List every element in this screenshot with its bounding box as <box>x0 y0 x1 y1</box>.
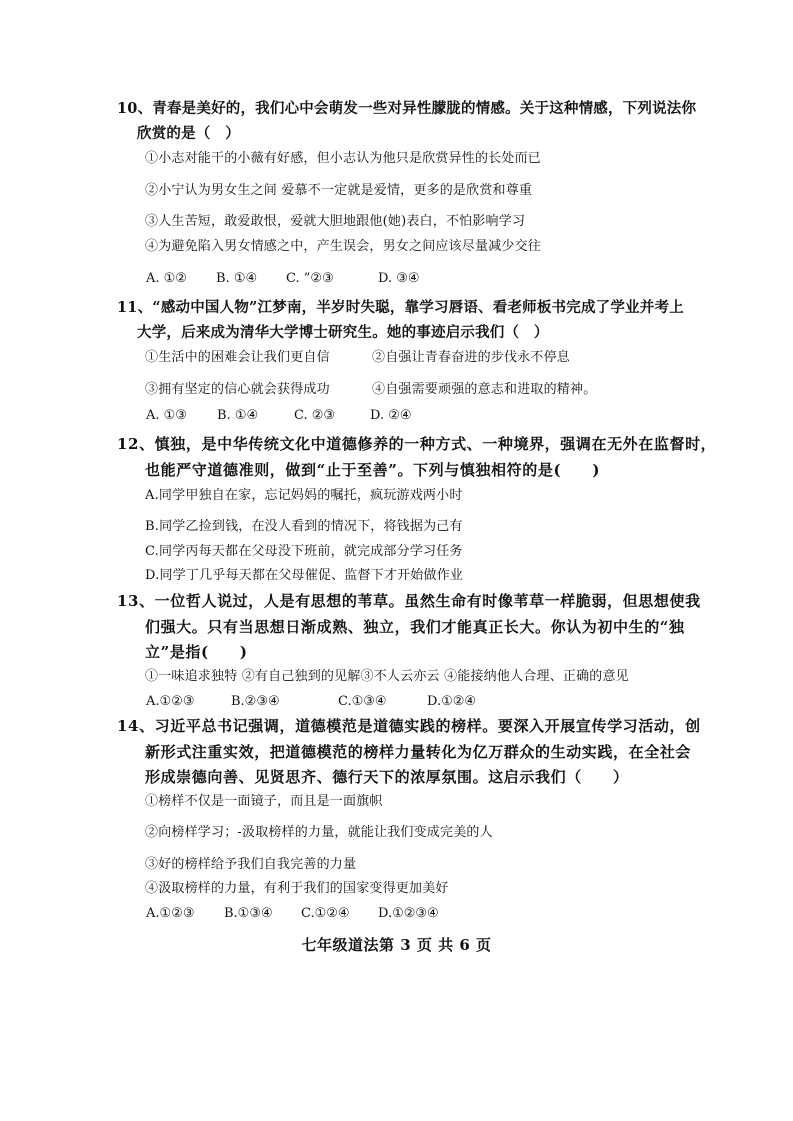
q14-choice-b: B.①③④ <box>224 906 273 921</box>
page-footer: 七年级道法第 3 页 共 6 页 <box>301 936 492 954</box>
q11-stem-line2: 大学，后来成为清华大学博士研究生。她的事迹启示我们（ ） <box>137 324 549 341</box>
q11-option-1: ①生活中的困难会让我们更自信 <box>145 350 330 365</box>
q13-choice-d: D.①②④ <box>427 694 477 709</box>
q11-stem-line1: 11、“感动中国人物”江梦南，半岁时失聪，靠学习唇语、看老师板书完成了学业并考上 <box>117 299 684 316</box>
q10-stem-line2: 欣赏的是（ ） <box>137 125 240 142</box>
q11-choice-b: B. ①④ <box>217 408 259 423</box>
q11-choice-c: C. ②③ <box>294 408 336 423</box>
q12-option-d: D.同学丁几乎每天都在父母催促、监督下才开始做作业 <box>145 568 464 583</box>
q12-option-c: C.同学丙每天都在父母没下班前，就完成部分学习任务 <box>145 544 463 559</box>
q12-stem-line1: 12、慎独，是中华传统文化中道德修养的一种方式、一种境界，强调在无外在监督时， <box>117 435 717 453</box>
q13-stem-line2: 们强大。只有当思想日渐成熟、独立，我们才能真正长大。你认为初中生的“独 <box>145 618 685 636</box>
q10-choice-a: A. ①② <box>146 271 187 286</box>
q13-stem-line1: 13、一位哲人说过，人是有思想的苇草。虽然生命有时像苇草一样脆弱，但思想使我 <box>117 592 701 610</box>
q14-option-4: ④汲取榜样的力量，有利于我们的国家变得更加美好 <box>145 881 449 896</box>
q10-choice-c: C. ”②③ <box>286 271 334 286</box>
q14-stem-line2: 新形式注重实效，把道德模范的榜样力量转化为亿万群众的生动实践，在全社会 <box>145 743 692 761</box>
q10-option-4: ④为避免陷入男女情感之中，产生误会，男女之间应该尽量减少交往 <box>145 239 542 254</box>
q14-option-2: ②向榜样学习；-汲取榜样的力量，就能让我们变成完美的人 <box>145 825 493 840</box>
q11-choice-d: D. ②④ <box>370 408 412 423</box>
q14-option-1: ①榜样不仅是一面镜子，而且是一面旗帜 <box>145 794 383 809</box>
q14-option-3: ③好的榜样给予我们自我完善的力量 <box>145 857 357 872</box>
q10-option-3: ③人生苦短，敢爱敢恨，爱就大胆地跟他(她)表白，不怕影响学习 <box>145 214 526 229</box>
q10-choice-b: B. ①④ <box>216 271 258 286</box>
q11-option-3: ③拥有坚定的信心就会获得成功 <box>145 382 330 397</box>
q10-option-1: ①小志对能干的小薇有好感，但小志认为他只是欣赏异性的长处而已 <box>145 151 542 166</box>
q14-choice-c: C.①②④ <box>301 906 350 921</box>
q13-choice-c: C.①③④ <box>338 694 387 709</box>
q11-option-4: ④自强需要顽强的意志和进取的精神。 <box>372 382 597 397</box>
q14-choice-d: D.①②③④ <box>378 906 439 921</box>
q12-option-b: B.同学乙捡到钱，在没人看到的情况下，将钱据为己有 <box>145 519 463 534</box>
q14-choice-a: A.①②③ <box>146 906 195 921</box>
q13-choice-b: B.②③④ <box>231 694 280 709</box>
q13-choice-a: A.①②③ <box>146 694 195 709</box>
q12-stem-line2: 也能严守道德准则，做到“止于至善”。下列与慎独相符的是( ) <box>145 461 601 479</box>
q14-stem-line1: 14、习近平总书记强调，道德模范是道德实践的榜样。要深入开展宣传学习活动，创 <box>117 717 701 735</box>
q13-stem-line3: 立”是指( ) <box>145 643 248 661</box>
q12-option-a: A.同学甲独自在家，忘记妈妈的嘱托，疯玩游戏两小时 <box>145 488 463 503</box>
q10-stem-line1: 10、青春是美好的，我们心中会萌发一些对异性朦胧的情感。关于这种情感，下列说法你 <box>117 100 697 117</box>
q13-options: ①一味追求独特 ②有自己独到的见解③不人云亦云 ④能接纳他人合理、正确的意见 <box>145 669 629 684</box>
q11-choice-a: A. ①③ <box>146 408 187 423</box>
q10-choice-d: D. ③④ <box>378 271 420 286</box>
q11-option-2: ②自强让青春奋进的步伐永不停息 <box>372 350 571 365</box>
q14-stem-line3: 形成崇德向善、见贤思齐、德行天下的浓厚氛围。这启示我们（ ） <box>145 768 629 786</box>
q10-option-2: ②小宁认为男女生之间 爱慕不一定就是爱情，更多的是欣赏和尊重 <box>145 183 533 198</box>
